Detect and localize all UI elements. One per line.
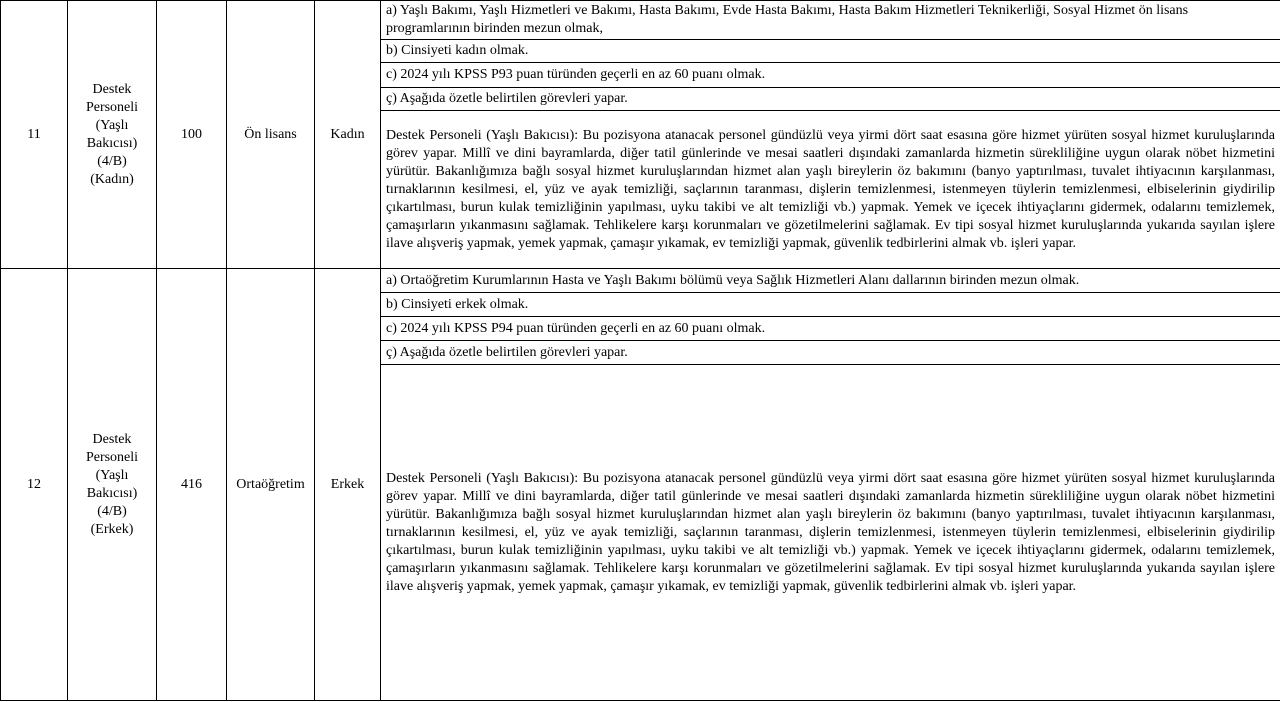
position-title-line: (4/B) — [97, 503, 127, 519]
position-number: 12 — [1, 269, 68, 701]
gender: Kadın — [315, 1, 381, 269]
gender: Erkek — [315, 269, 381, 701]
requirement-b: b) Cinsiyeti erkek olmak. — [381, 293, 1280, 317]
position-count: 416 — [157, 269, 227, 701]
requirement-b: b) Cinsiyeti kadın olmak. — [381, 40, 1280, 63]
position-title-line: (Kadın) — [90, 171, 134, 187]
education-level: Ortaöğretim — [227, 269, 315, 701]
table-row — [1, 1, 1280, 40]
position-number: 11 — [1, 1, 68, 269]
requirement-a: a) Ortaöğretim Kurumlarının Hasta ve Yaşlı Bakımı bölümü veya Sağlık Hizmetleri Alanı dallarının birinden mezun olmak. — [381, 269, 1280, 293]
requirement-c: c) 2024 yılı KPSS P93 puan türünden geçerli en az 60 puanı olmak. — [381, 63, 1280, 88]
position-title-line: (Yaşlı — [95, 467, 129, 483]
position-title-line: Bakıcısı) — [86, 135, 138, 151]
position-title-line: Bakıcısı) — [86, 485, 138, 501]
position-title-line: Destek — [92, 81, 132, 97]
position-title-line: Destek — [92, 431, 132, 447]
position-title-line: (4/B) — [97, 153, 127, 169]
requirement-c: c) 2024 yılı KPSS P94 puan türünden geçerli en az 60 puanı olmak. — [381, 317, 1280, 341]
position-title-line: Personeli — [85, 449, 139, 465]
requirement-d: ç) Aşağıda özetle belirtilen görevleri yapar. — [381, 341, 1280, 365]
position-title — [68, 269, 157, 701]
duty-description: Destek Personeli (Yaşlı Bakıcısı): Bu pozisyona atanacak personel gündüzlü veya yirmi dört saat esasına göre hizmet yürüten sosyal hizmet kuruluşlarında görev yapar. Millî ve dini bayramlarda, diğer tatil günlerinde ve mesai saatleri dışındaki zamanlarda hizmetin sürekliliğine uygun olarak nöbet hizmetini yürütür. Bakanlığımıza bağlı sosyal hizmet kuruluşlarından hizmet alan yaşlı bireylerin öz bakımını (banyo yaptırılması, tuvalet ihtiyacının karşılanması, tırnaklarının kesilmesi, el, yüz ve ayak temizliği, saçlarının taranması, dişlerin temizlenmesi, istenmeyen tüylerin temizlenmesi, elbiselerinin giydirilip çıkartılması, burun kulak temizliğinin yapılması, uyku takibi ve alt temizliği vb.) yapmak. Yemek ve içecek ihtiyaçlarını gidermek, odalarını temizlemek, çamaşırların yıkanmasını sağlamak. Tehlikelere karşı korunmaları ve gözetilmelerini sağlamak. Ev tipi sosyal hizmet kuruluşlarında yukarıda sayılan işlere ilave alışveriş yapmak, yemek yapmak, çamaşır yıkamak, ev temizliği yapmak, güvenlik tedbirlerini almak vb. işleri yapar. — [381, 365, 1280, 701]
duty-description: Destek Personeli (Yaşlı Bakıcısı): Bu pozisyona atanacak personel gündüzlü veya yirmi dört saat esasına göre hizmet yürüten sosyal hizmet kuruluşlarında görev yapar. Millî ve dini bayramlarda, diğer tatil günlerinde ve mesai saatleri dışındaki zamanlarda hizmetin sürekliliğine uygun olarak nöbet hizmetini yürütür. Bakanlığımıza bağlı sosyal hizmet kuruluşlarından hizmet alan yaşlı bireylerin öz bakımını (banyo yaptırılması, tuvalet ihtiyacının karşılanması, tırnaklarının kesilmesi, el, yüz ve ayak temizliği, saçlarının taranması, dişlerin temizlenmesi, istenmeyen tüylerin temizlenmesi, elbiselerinin giydirilip çıkartılması, burun kulak temizliğinin yapılması, uyku takibi ve alt temizliği vb.) yapmak. Yemek ve içecek ihtiyaçlarını gidermek, odalarını temizlemek, çamaşırların yıkanmasını sağlamak. Tehlikelere karşı korunmaları ve gözetilmelerini sağlamak. Ev tipi sosyal hizmet kuruluşlarında yukarıda sayılan işlere ilave alışveriş yapmak, yemek yapmak, çamaşır yıkamak, ev temizliği yapmak, güvenlik tedbirlerini almak vb. işleri yapar. — [381, 111, 1280, 269]
position-title-line: (Yaşlı — [95, 117, 129, 133]
position-title-line: (Erkek) — [90, 521, 134, 537]
position-title — [68, 1, 157, 269]
education-level: Ön lisans — [227, 1, 315, 269]
position-count: 100 — [157, 1, 227, 269]
requirement-a: a) Yaşlı Bakımı, Yaşlı Hizmetleri ve Bakımı, Hasta Bakımı, Evde Hasta Bakımı, Hasta Bakım Hizmetleri Teknikerliği, Sosyal Hizmet ön lisans programlarının birinden mezun olmak, — [381, 1, 1280, 40]
table-row — [1, 269, 1280, 293]
requirement-d: ç) Aşağıda özetle belirtilen görevleri yapar. — [381, 88, 1280, 111]
position-title-line: Personeli — [85, 99, 139, 115]
